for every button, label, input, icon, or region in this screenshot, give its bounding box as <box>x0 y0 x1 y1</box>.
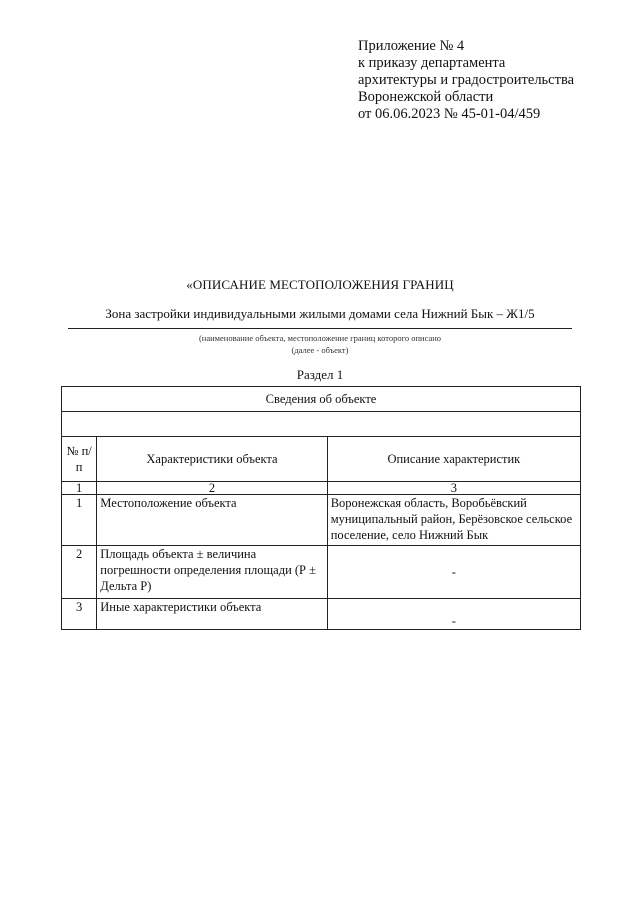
appendix-block <box>358 38 574 123</box>
column-header-number: № п/п <box>62 437 97 482</box>
table-blank-row <box>62 412 581 437</box>
document-title: «ОПИСАНИЕ МЕСТОПОЛОЖЕНИЯ ГРАНИЦ <box>186 277 454 292</box>
row-characteristic: Площадь объекта ± величина погрешности определения площади (Р ± Дельта Р) <box>97 546 327 599</box>
row-description: Воронежская область, Воробьёвский муниципальный район, Берёзовское сельское поселение, село Нижний Бык <box>327 495 580 546</box>
column-header-description: Описание характеристик <box>327 437 580 482</box>
underline-rule <box>68 328 572 329</box>
appendix-line-4: Воронежской области <box>358 89 494 105</box>
row-description: - <box>327 599 580 630</box>
appendix-line-2: к приказу департамента <box>358 55 506 71</box>
caption-note-1: (наименование объекта, местоположение границ которого описано <box>198 333 442 343</box>
row-characteristic: Местоположение объекта <box>97 495 327 546</box>
column-number-2: 2 <box>97 482 327 495</box>
table-row <box>62 546 581 599</box>
appendix-line-3: архитектуры и градостроительства <box>358 72 575 88</box>
caption-note-2: (далее - объект) <box>291 345 349 355</box>
table-header: Сведения об объекте <box>62 387 581 412</box>
appendix-line-1: Приложение № 4 <box>358 38 465 54</box>
zone-name: Зона застройки индивидуальными жилыми домами села Нижний Бык – Ж1/5 <box>105 306 535 321</box>
table-row <box>62 599 581 630</box>
section-heading: Раздел 1 <box>296 367 344 382</box>
column-number-1: 1 <box>62 482 97 495</box>
row-number: 3 <box>62 599 97 630</box>
row-description: - <box>327 546 580 599</box>
column-number-3: 3 <box>327 482 580 495</box>
table-row <box>62 495 581 546</box>
row-number: 1 <box>62 495 97 546</box>
column-header-characteristic: Характеристики объекта <box>97 437 327 482</box>
appendix-line-5: от 06.06.2023 № 45-01-04/459 <box>358 106 541 122</box>
row-characteristic: Иные характеристики объекта <box>97 599 327 630</box>
row-number: 2 <box>62 546 97 599</box>
object-info-table <box>61 386 581 630</box>
